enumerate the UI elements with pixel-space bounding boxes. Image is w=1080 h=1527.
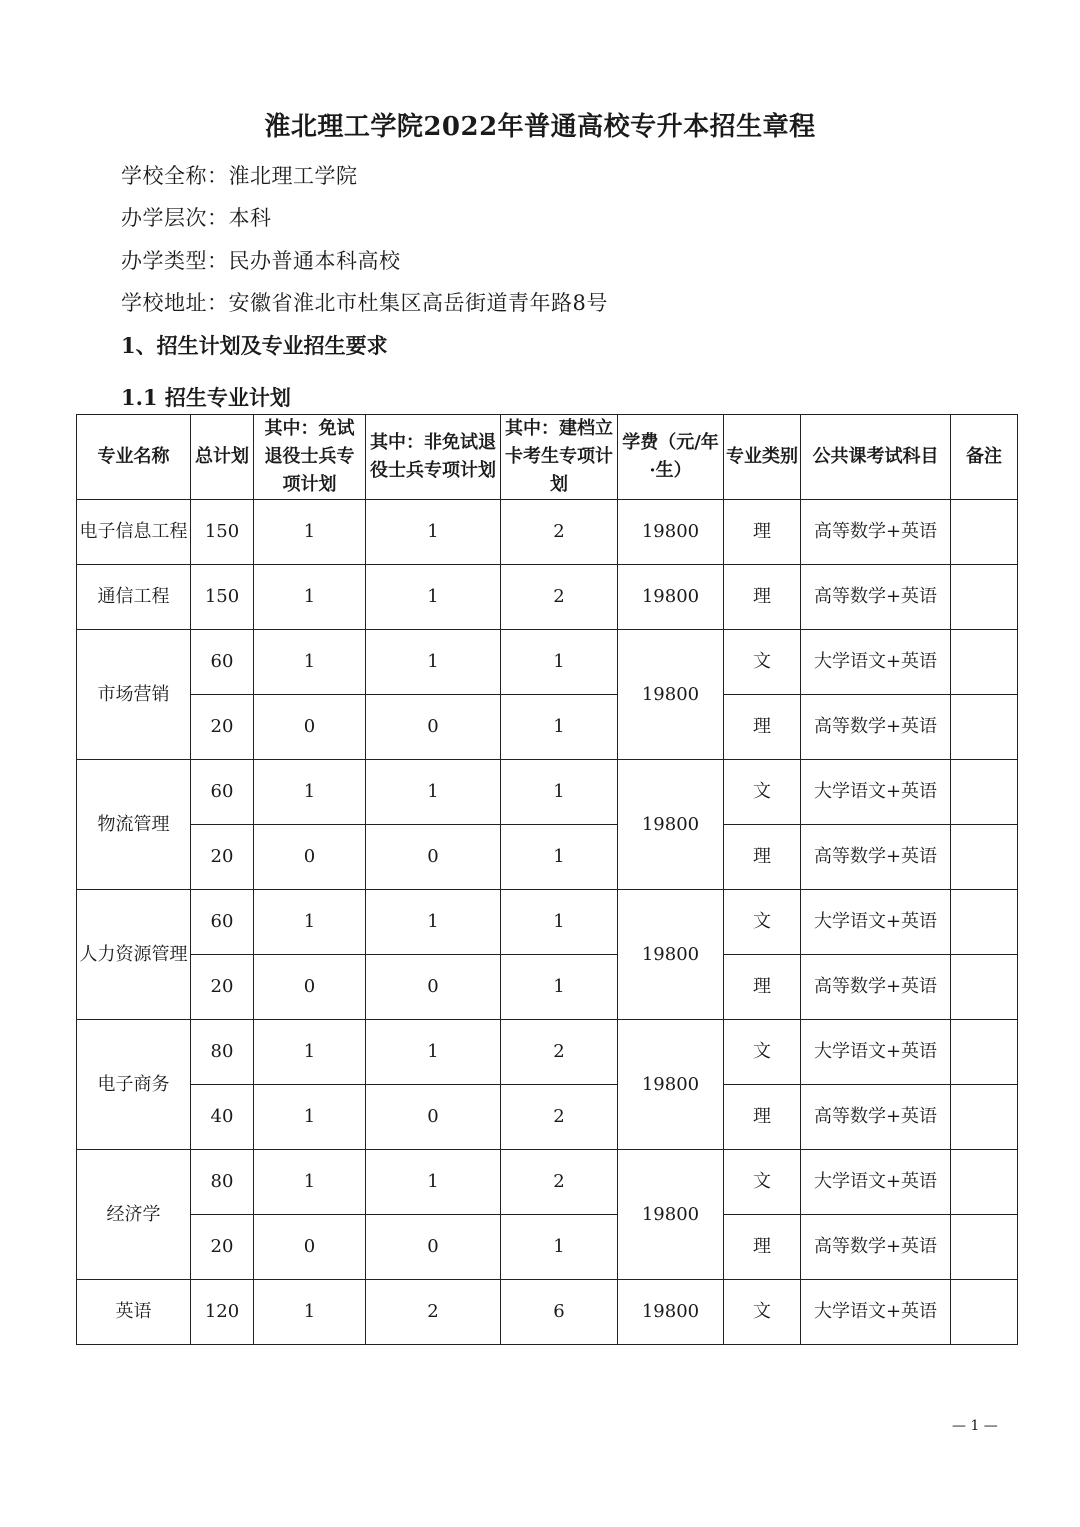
exam-subjects-cell: 高等数学+英语 bbox=[801, 955, 951, 1020]
non-exempt-veteran-cell: 0 bbox=[366, 1215, 501, 1280]
header-exempt-veteran-plan: 其中：免试退役士兵专项计划 bbox=[254, 415, 366, 500]
non-exempt-veteran-cell: 1 bbox=[366, 890, 501, 955]
table-row bbox=[77, 760, 1018, 825]
non-exempt-veteran-cell: 1 bbox=[366, 760, 501, 825]
exempt-veteran-cell: 1 bbox=[254, 1020, 366, 1085]
enrollment-plan-table bbox=[76, 414, 1018, 1345]
exam-subjects-cell: 大学语文+英语 bbox=[801, 1280, 951, 1345]
total-plan-cell: 40 bbox=[191, 1085, 254, 1150]
header-exam-subjects: 公共课考试科目 bbox=[801, 415, 951, 500]
notes-cell bbox=[951, 630, 1018, 695]
exempt-veteran-cell: 0 bbox=[254, 825, 366, 890]
exam-subjects-cell: 大学语文+英语 bbox=[801, 1020, 951, 1085]
notes-cell bbox=[951, 1215, 1018, 1280]
notes-cell bbox=[951, 1020, 1018, 1085]
category-cell: 文 bbox=[724, 890, 801, 955]
table-row bbox=[77, 825, 1018, 890]
poverty-plan-cell: 1 bbox=[501, 825, 618, 890]
total-plan-cell: 20 bbox=[191, 1215, 254, 1280]
notes-cell bbox=[951, 760, 1018, 825]
total-plan-cell: 80 bbox=[191, 1150, 254, 1215]
tuition-cell: 19800 bbox=[618, 630, 724, 760]
school-level: 办学层次：本科 bbox=[121, 206, 272, 230]
total-plan-cell: 20 bbox=[191, 695, 254, 760]
poverty-plan-cell: 1 bbox=[501, 890, 618, 955]
exam-subjects-cell: 高等数学+英语 bbox=[801, 500, 951, 565]
non-exempt-veteran-cell: 0 bbox=[366, 695, 501, 760]
exam-subjects-cell: 高等数学+英语 bbox=[801, 825, 951, 890]
tuition-cell: 19800 bbox=[618, 890, 724, 1020]
non-exempt-veteran-cell: 0 bbox=[366, 825, 501, 890]
non-exempt-veteran-cell: 1 bbox=[366, 1150, 501, 1215]
notes-cell bbox=[951, 565, 1018, 630]
page-number: — 1 — bbox=[952, 1418, 998, 1434]
table-header-row bbox=[77, 415, 1018, 500]
poverty-plan-cell: 2 bbox=[501, 1020, 618, 1085]
major-name-cell: 英语 bbox=[77, 1280, 191, 1345]
category-cell: 文 bbox=[724, 760, 801, 825]
poverty-plan-cell: 1 bbox=[501, 1215, 618, 1280]
table-row bbox=[77, 565, 1018, 630]
header-major-name: 专业名称 bbox=[77, 415, 191, 500]
notes-cell bbox=[951, 825, 1018, 890]
exam-subjects-cell: 高等数学+英语 bbox=[801, 565, 951, 630]
total-plan-cell: 60 bbox=[191, 760, 254, 825]
table-row bbox=[77, 630, 1018, 695]
category-cell: 文 bbox=[724, 1280, 801, 1345]
major-name-cell: 通信工程 bbox=[77, 565, 191, 630]
exempt-veteran-cell: 1 bbox=[254, 890, 366, 955]
exempt-veteran-cell: 1 bbox=[254, 1085, 366, 1150]
non-exempt-veteran-cell: 1 bbox=[366, 565, 501, 630]
category-cell: 文 bbox=[724, 630, 801, 695]
category-cell: 理 bbox=[724, 825, 801, 890]
section-heading-1: 1、招生计划及专业招生要求 bbox=[121, 333, 388, 358]
table-row bbox=[77, 500, 1018, 565]
notes-cell bbox=[951, 695, 1018, 760]
major-name-cell: 人力资源管理 bbox=[77, 890, 191, 1020]
table-row bbox=[77, 890, 1018, 955]
total-plan-cell: 150 bbox=[191, 500, 254, 565]
exam-subjects-cell: 大学语文+英语 bbox=[801, 760, 951, 825]
table-row bbox=[77, 1280, 1018, 1345]
category-cell: 理 bbox=[724, 695, 801, 760]
table-row bbox=[77, 1085, 1018, 1150]
notes-cell bbox=[951, 955, 1018, 1020]
poverty-plan-cell: 1 bbox=[501, 760, 618, 825]
school-type: 办学类型：民办普通本科高校 bbox=[121, 249, 401, 273]
header-poverty-plan: 其中：建档立卡考生专项计划 bbox=[501, 415, 618, 500]
non-exempt-veteran-cell: 1 bbox=[366, 1020, 501, 1085]
poverty-plan-cell: 2 bbox=[501, 1085, 618, 1150]
tuition-cell: 19800 bbox=[618, 565, 724, 630]
exam-subjects-cell: 大学语文+英语 bbox=[801, 630, 951, 695]
category-cell: 理 bbox=[724, 1085, 801, 1150]
notes-cell bbox=[951, 1085, 1018, 1150]
exam-subjects-cell: 大学语文+英语 bbox=[801, 890, 951, 955]
poverty-plan-cell: 1 bbox=[501, 955, 618, 1020]
header-total-plan: 总计划 bbox=[191, 415, 254, 500]
exempt-veteran-cell: 0 bbox=[254, 1215, 366, 1280]
poverty-plan-cell: 2 bbox=[501, 1150, 618, 1215]
exempt-veteran-cell: 1 bbox=[254, 760, 366, 825]
major-name-cell: 物流管理 bbox=[77, 760, 191, 890]
table-row bbox=[77, 1150, 1018, 1215]
category-cell: 理 bbox=[724, 500, 801, 565]
major-name-cell: 经济学 bbox=[77, 1150, 191, 1280]
header-tuition: 学费（元/年·生） bbox=[618, 415, 724, 500]
non-exempt-veteran-cell: 0 bbox=[366, 955, 501, 1020]
category-cell: 文 bbox=[724, 1150, 801, 1215]
non-exempt-veteran-cell: 2 bbox=[366, 1280, 501, 1345]
notes-cell bbox=[951, 1150, 1018, 1215]
tuition-cell: 19800 bbox=[618, 1020, 724, 1150]
exempt-veteran-cell: 1 bbox=[254, 1280, 366, 1345]
header-notes: 备注 bbox=[951, 415, 1018, 500]
tuition-cell: 19800 bbox=[618, 500, 724, 565]
poverty-plan-cell: 1 bbox=[501, 630, 618, 695]
table-row bbox=[77, 1215, 1018, 1280]
table-row bbox=[77, 1020, 1018, 1085]
total-plan-cell: 80 bbox=[191, 1020, 254, 1085]
notes-cell bbox=[951, 890, 1018, 955]
major-name-cell: 电子商务 bbox=[77, 1020, 191, 1150]
exam-subjects-cell: 高等数学+英语 bbox=[801, 695, 951, 760]
non-exempt-veteran-cell: 1 bbox=[366, 500, 501, 565]
notes-cell bbox=[951, 500, 1018, 565]
header-major-category: 专业类别 bbox=[724, 415, 801, 500]
exempt-veteran-cell: 1 bbox=[254, 500, 366, 565]
exempt-veteran-cell: 1 bbox=[254, 565, 366, 630]
total-plan-cell: 60 bbox=[191, 890, 254, 955]
header-non-exempt-veteran-plan: 其中：非免试退役士兵专项计划 bbox=[366, 415, 501, 500]
exam-subjects-cell: 高等数学+英语 bbox=[801, 1215, 951, 1280]
poverty-plan-cell: 2 bbox=[501, 500, 618, 565]
tuition-cell: 19800 bbox=[618, 1150, 724, 1280]
category-cell: 理 bbox=[724, 565, 801, 630]
total-plan-cell: 60 bbox=[191, 630, 254, 695]
exempt-veteran-cell: 1 bbox=[254, 1150, 366, 1215]
total-plan-cell: 150 bbox=[191, 565, 254, 630]
non-exempt-veteran-cell: 0 bbox=[366, 1085, 501, 1150]
poverty-plan-cell: 6 bbox=[501, 1280, 618, 1345]
major-name-cell: 市场营销 bbox=[77, 630, 191, 760]
total-plan-cell: 120 bbox=[191, 1280, 254, 1345]
exempt-veteran-cell: 0 bbox=[254, 695, 366, 760]
exempt-veteran-cell: 1 bbox=[254, 630, 366, 695]
notes-cell bbox=[951, 1280, 1018, 1345]
total-plan-cell: 20 bbox=[191, 955, 254, 1020]
table-row bbox=[77, 955, 1018, 1020]
tuition-cell: 19800 bbox=[618, 760, 724, 890]
major-name-cell: 电子信息工程 bbox=[77, 500, 191, 565]
table-row bbox=[77, 695, 1018, 760]
exam-subjects-cell: 高等数学+英语 bbox=[801, 1085, 951, 1150]
exam-subjects-cell: 大学语文+英语 bbox=[801, 1150, 951, 1215]
category-cell: 理 bbox=[724, 1215, 801, 1280]
poverty-plan-cell: 1 bbox=[501, 695, 618, 760]
total-plan-cell: 20 bbox=[191, 825, 254, 890]
category-cell: 文 bbox=[724, 1020, 801, 1085]
table-body bbox=[77, 500, 1018, 1345]
section-heading-1-1: 1.1 招生专业计划 bbox=[121, 385, 291, 410]
exempt-veteran-cell: 0 bbox=[254, 955, 366, 1020]
school-address: 学校地址：安徽省淮北市杜集区高岳街道青年路8号 bbox=[121, 291, 608, 315]
tuition-cell: 19800 bbox=[618, 1280, 724, 1345]
school-full-name: 学校全称：淮北理工学院 bbox=[121, 164, 358, 188]
document-title: 淮北理工学院2022年普通高校专升本招生章程 bbox=[264, 112, 816, 142]
poverty-plan-cell: 2 bbox=[501, 565, 618, 630]
category-cell: 理 bbox=[724, 955, 801, 1020]
non-exempt-veteran-cell: 1 bbox=[366, 630, 501, 695]
